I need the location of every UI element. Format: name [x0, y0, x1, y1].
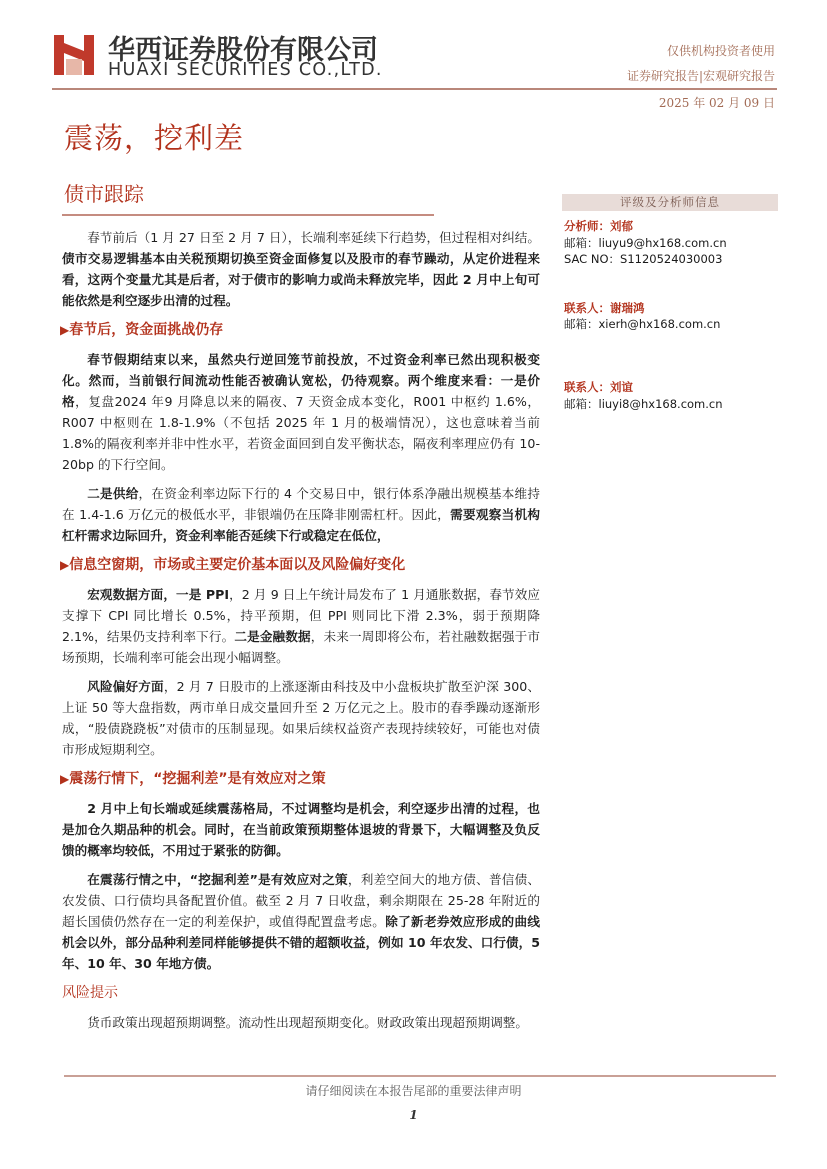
contact-1-name: 联系人：谢瑞鸿: [564, 301, 645, 315]
analyst-email: 邮箱：liuyu9@hx168.com.cn: [564, 236, 727, 250]
section-heading-1: ▶春节后，资金面挑战仍存: [60, 322, 224, 338]
section1-paragraph-2: 二是供给，在资金利率边际下行的 4 个交易日中，银行体系净融出规模基本维持在 1.4-1.6 万亿元的极低水平，非银端仍在压降非刚需杠杆。因此，需要观察当机构杠杆需求边际回升，资金利率能否延续下行或稳定在低位，: [62, 486, 541, 543]
section3-paragraph-1: 2 月中上旬长端或延续震荡格局，不过调整均是机会，利空逐步出清的过程，也是加仓久期品种的机会。同时，在当前政策预期整体退坡的背景下，大幅调整及负反馈的概率均较低，不用过于紧张的防御。: [62, 801, 540, 858]
risk-heading: 风险提示: [62, 985, 118, 1001]
report-date: 2025 年 02 月 09 日: [658, 96, 775, 110]
analyst-sac-number: SAC NO：S1120524030003: [564, 252, 723, 266]
section-heading-2: ▶信息空窗期，市场或主要定价基本面以及风险偏好变化: [60, 557, 406, 573]
section2-paragraph-1: 宏观数据方面，一是 PPI，2 月 9 日上午统计局发布了 1 月通胀数据，春节效应支撑下 CPI 同比增长 0.5%，持平预期，但 PPI 则同比下滑 2.3%，弱于预期降 2.1%，结果仍支持利率下行。二是金融数据，未来一周即将公布，若社融数据强于市场预期，长端利率可能会出现小幅调整。: [62, 587, 541, 665]
analyst-info-box-title: 评级及分析师信息: [562, 194, 778, 211]
footer-divider: [64, 1075, 776, 1077]
section-marker-icon: ▶: [60, 323, 70, 337]
section-marker-icon: ▶: [60, 558, 70, 572]
huaxi-logo-icon: [52, 33, 96, 77]
section3-paragraph-2: 在震荡行情之中，“挖掘利差”是有效应对之策，利差空间大的地方债、普信债、农发债、口行债均具备配置价值。截至 2 月 7 日收盘，剩余期限在 25-28 年附近的超长国债仍然存在一定的利差保护，或值得配置盘考虑。除了新老券效应形成的曲线机会以外，部分品种利差同样能够提供不错的超额收益，例如 10 年农发、口行债，5 年、10 年、30 年地方债。: [62, 872, 541, 971]
header-divider: [52, 88, 777, 90]
main-content: [62, 227, 540, 1041]
analyst-name: 分析师：刘郁: [564, 219, 633, 233]
company-name-cn: 华西证券股份有限公司: [108, 35, 378, 66]
contact-2-name: 联系人：刘谊: [564, 380, 633, 394]
company-name-en: HUAXI SECURITIES CO.,LTD.: [108, 60, 383, 80]
risk-paragraph: 货币政策出现超预期调整。流动性出现超预期变化。财政政策出现超预期调整。: [87, 1015, 528, 1030]
section2-paragraph-2: 风险偏好方面，2 月 7 日股市的上涨逐渐由科技及中小盘板块扩散至沪深 300、上证 50 等大盘指数，两市单日成交量回升至 2 万亿元之上。股市的春季躁动逐渐形成，“股债跷跷板”对债市的压制显现。如果后续权益资产表现持续较好，可能也对债市形成短期利空。: [62, 679, 541, 757]
report-subtitle: 债市跟踪: [64, 182, 144, 206]
section-heading-3: ▶震荡行情下，“挖掘利差”是有效应对之策: [60, 771, 326, 787]
intro-paragraph: 春节前后（1 月 27 日至 2 月 7 日），长端利率延续下行趋势，但过程相对纠结。债市交易逻辑基本由关税预期切换至资金面修复以及股市的春节躁动，从定价进程来看，这两个变量尤其是后者，对于债市的影响力或尚未释放完毕，因此 2 月中上旬可能依然是利空逐步出清的过程。: [62, 230, 540, 308]
report-type: 证券研究报告|宏观研究报告: [626, 69, 775, 83]
report-title: 震荡，挖利差: [64, 121, 245, 155]
section-marker-icon: ▶: [60, 772, 70, 786]
contact-1-email: 邮箱：xierh@hx168.com.cn: [564, 317, 721, 331]
legal-disclaimer-note: 请仔细阅读在本报告尾部的重要法律声明: [305, 1084, 522, 1098]
subtitle-divider: [62, 214, 434, 216]
page-number: 1: [409, 1108, 418, 1122]
section1-paragraph-1: 春节假期结束以来，虽然央行逆回笼节前投放，不过资金利率已然出现积极变化。然而，当前银行间流动性能否被确认宽松，仍待观察。两个维度来看：一是价格，复盘2024 年9 月降息以来的隔夜、7 天资金成本变化，R001 中枢约 1.6%，R007 中枢则在 1.8-1.9%（不包括 2025 年 1 月的极端情况），这也意味着当前 1.8%的隔夜利率并非中性水平，若资金面回到自发平衡状态，隔夜利率理应仍有 10-20bp 的下行空间。: [62, 352, 541, 472]
audience-note: 仅供机构投资者使用: [666, 44, 775, 58]
contact-2-email: 邮箱：liuyi8@hx168.com.cn: [564, 397, 723, 411]
